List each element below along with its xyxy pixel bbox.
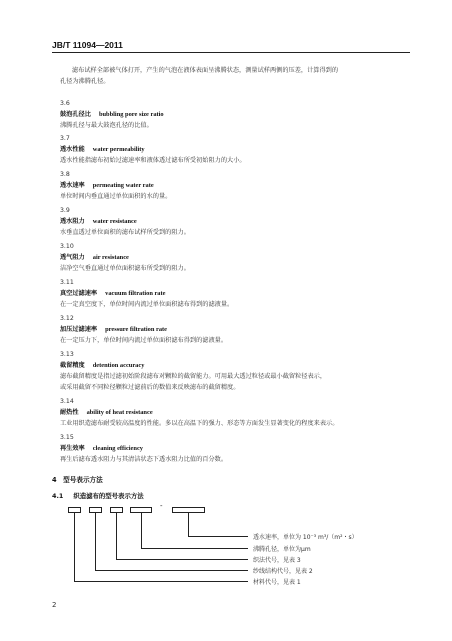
term-cn: 透水阻力 <box>60 218 85 225</box>
leader-line <box>188 536 248 537</box>
term-en: vacuum filtration rate <box>105 290 166 297</box>
term-cn: 鼓泡孔径比 <box>60 111 91 118</box>
term <box>60 360 412 371</box>
term-cn: 耐热性 <box>60 409 79 416</box>
term-cn: 加压过滤速率 <box>60 326 98 333</box>
term <box>60 180 412 191</box>
term-en: air resistance <box>92 254 129 261</box>
definition: 洁净空气垂直通过单位面积滤布所受到的阻力。 <box>60 265 190 272</box>
term <box>60 144 412 155</box>
term-cn: 真空过滤速率 <box>60 290 98 297</box>
section-number: 3.13 <box>60 351 74 358</box>
section-number: 3.14 <box>60 398 74 405</box>
definition: 滤布截留精度是指过滤初始阶段滤布对颗粒的截留能力。可用最大透过粒径或最小截留粒径表示， <box>60 373 327 380</box>
definition: 沸腾孔径与最大鼓泡孔径的比值。 <box>60 122 153 129</box>
intro-paragraph <box>60 65 412 87</box>
term <box>60 288 412 299</box>
term-cn: 截留精度 <box>60 362 85 369</box>
standard-number: JB/T 11094—2011 <box>52 40 123 50</box>
section-3-11 <box>60 277 412 310</box>
section-number: 3.15 <box>60 434 74 441</box>
term <box>60 443 412 454</box>
section-number: 3.8 <box>60 171 70 178</box>
definition: 在一定压力下，单位时间内流过单位面积滤布得到的滤液量。 <box>60 337 228 344</box>
section-4-1-heading <box>52 491 144 500</box>
term-cn: 透水性能 <box>60 146 85 153</box>
term-en: permeating water rate <box>92 182 154 189</box>
leader-line <box>141 513 142 549</box>
label-water-permeation-rate: 透水速率，单位为 10⁻³ m³/（m²・s） <box>253 534 358 541</box>
term <box>60 407 412 418</box>
section-title: 织造滤布的型号表示方法 <box>73 492 144 500</box>
term-en: pressure filtration rate <box>105 326 168 333</box>
leader-line <box>116 559 248 560</box>
section-3-14 <box>60 396 412 429</box>
definition: 单位时间内垂直通过单位面积的水的量。 <box>60 193 172 200</box>
definition: 再生后滤布透水阻力与其清洁状态下透水阻力比值的百分数。 <box>60 456 228 463</box>
section-3-15 <box>60 432 412 465</box>
intro-line: 孔径为沸腾孔径。 <box>60 78 110 85</box>
label-bubbling-pore-size: 沸腾孔径，单位为μm <box>253 546 311 553</box>
section-4-heading: 4 型号表示方法 <box>52 476 103 484</box>
leader-line <box>188 513 189 537</box>
section-number: 3.6 <box>60 100 70 107</box>
term-cn: 再生效率 <box>60 445 85 452</box>
leader-line <box>141 548 248 549</box>
section-number: 3.7 <box>60 135 70 142</box>
section-3-8 <box>60 169 412 202</box>
leader-line <box>95 570 248 571</box>
term-en: water permeability <box>92 146 145 153</box>
term-en: detention accuracy <box>92 362 145 369</box>
term-en: water resistance <box>92 218 137 225</box>
definition: 在一定真空度下，单位时间内流过单位面积滤布得到的滤液量。 <box>60 301 234 308</box>
leader-line <box>74 513 75 582</box>
definition: 水垂直透过单位面积的滤布试样所受到的阻力。 <box>60 229 190 236</box>
term <box>60 324 412 335</box>
term-cn: 透气阻力 <box>60 254 85 261</box>
term <box>60 252 412 263</box>
leader-line <box>74 581 248 582</box>
label-material-code: 材料代号，见表 1 <box>253 579 301 586</box>
section-number: 3.12 <box>60 315 74 322</box>
leader-line <box>95 513 96 571</box>
intro-line: 滤布试样全部被气体打开，产生的气泡在液体表面呈沸腾状态，测量试样两侧的压差，计算得到的 <box>72 67 339 74</box>
definition: 透水性能指滤布初始过滤速率和液体透过滤布所受初始阻力的大小。 <box>60 157 246 164</box>
term-en: ability of heat resistance <box>86 409 153 416</box>
header-rule <box>52 52 410 53</box>
section-number: 3.10 <box>60 243 74 250</box>
section-3-10 <box>60 241 412 274</box>
label-weave-code: 织法代号，见表 3 <box>253 557 301 564</box>
section-number: 3.9 <box>60 207 70 214</box>
leader-line <box>116 513 117 560</box>
section-3-7 <box>60 133 412 166</box>
separator-dash: - <box>160 502 163 510</box>
section-3-13 <box>60 349 412 393</box>
definition: 工业用织造滤布耐受较高温度的性能。多以在高温下的强力、形态等方面发生显著变化的程度来表示。 <box>60 420 339 427</box>
section-number: 4.1 <box>52 492 64 500</box>
section-number: 3.11 <box>60 279 74 286</box>
section-3-6 <box>60 98 412 131</box>
term-cn: 透水速率 <box>60 182 85 189</box>
term-en: bubbling pore size ratio <box>98 111 164 118</box>
definition: 或采用截留不同粒径颗粒过滤前后的数值来反映滤布的截留精度。 <box>60 384 240 391</box>
term <box>60 216 412 227</box>
term-en: cleaning efficiency <box>92 445 143 452</box>
section-3-9 <box>60 205 412 238</box>
page-number: 2 <box>52 601 57 609</box>
term <box>60 109 412 120</box>
label-yarn-structure-code: 纱线结构代号，见表 2 <box>253 568 313 575</box>
section-3-12 <box>60 313 412 346</box>
